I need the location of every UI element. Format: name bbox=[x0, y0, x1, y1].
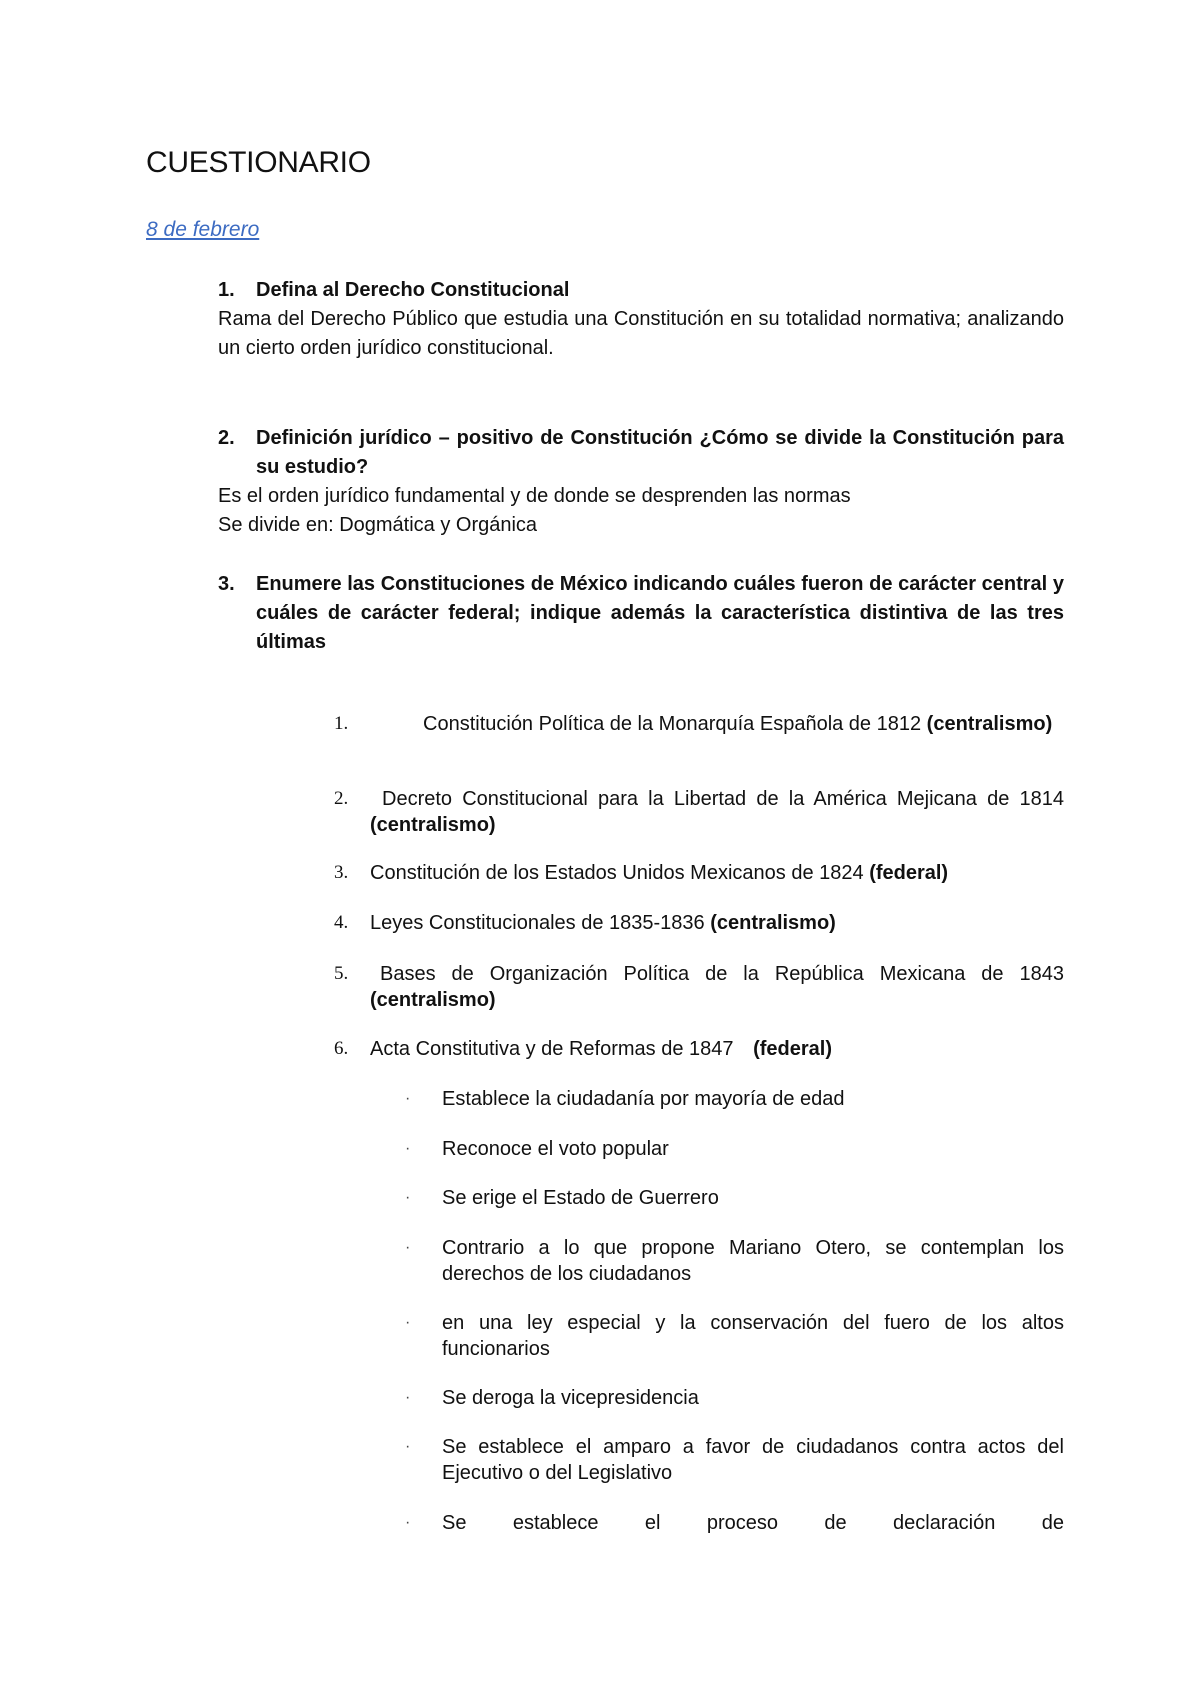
question-3-text: Enumere las Constituciones de México indicando cuáles fueron de carácter central y cuáles de carácter federal; indique además la característica distintiva de las tres últimas bbox=[256, 573, 1064, 653]
constitution-4-item bbox=[370, 910, 1064, 936]
constitution-1-text: Constitución Política de la Monarquía Española de 1812 bbox=[423, 713, 922, 735]
question-3-number: 3. bbox=[218, 573, 235, 595]
bullet-marker: · bbox=[405, 1140, 411, 1157]
constitution-4-text: Leyes Constitucionales de 1835-1836 bbox=[370, 912, 705, 934]
constitution-2-number: 2. bbox=[334, 788, 349, 809]
characteristic-3: Se erige el Estado de Guerrero bbox=[442, 1187, 719, 1209]
constitution-3-text: Constitución de los Estados Unidos Mexicanos de 1824 bbox=[370, 862, 864, 884]
constitution-1-number: 1. bbox=[334, 713, 349, 734]
question-2-answer-line-2: Se divide en: Dogmática y Orgánica bbox=[218, 514, 538, 536]
constitution-4-number: 4. bbox=[334, 912, 349, 933]
constitution-2-text: Decreto Constitucional para la Libertad de la América Mejicana de 1814 bbox=[382, 788, 1064, 810]
characteristic-2: Reconoce el voto popular bbox=[442, 1138, 669, 1160]
constitution-3-type: (federal) bbox=[869, 862, 949, 884]
constitution-2-item bbox=[370, 786, 1064, 838]
bullet-marker: · bbox=[405, 1189, 411, 1206]
question-1-text: Defina al Derecho Constitucional bbox=[256, 279, 570, 301]
document-title: CUESTIONARIO bbox=[146, 146, 371, 179]
characteristic-5: en una ley especial y la conservación del fuero de los altos funcionarios bbox=[442, 1312, 1064, 1360]
constitution-3-number: 3. bbox=[334, 862, 349, 883]
bullet-marker: · bbox=[405, 1438, 411, 1455]
constitution-6-item bbox=[370, 1036, 1064, 1062]
constitution-6-type: (federal) bbox=[753, 1038, 832, 1060]
question-1-number: 1. bbox=[218, 279, 235, 301]
question-2-answer-line-1: Es el orden jurídico fundamental y de donde se desprenden las normas bbox=[218, 485, 851, 507]
constitution-4-type: (centralismo) bbox=[710, 912, 836, 934]
question-1-answer: Rama del Derecho Público que estudia una Constitución en su totalidad normativa; analizando un cierto orden jurídico constitucional. bbox=[218, 308, 1064, 359]
constitution-2-type: (centralismo) bbox=[370, 814, 496, 836]
constitution-5-item bbox=[370, 961, 1064, 1013]
constitution-1-item bbox=[370, 711, 1064, 737]
question-2-number: 2. bbox=[218, 427, 235, 449]
constitution-6-text: Acta Constitutiva y de Reformas de 1847 bbox=[370, 1038, 734, 1060]
constitution-5-type: (centralismo) bbox=[370, 989, 496, 1011]
bullet-marker: · bbox=[405, 1239, 411, 1256]
characteristic-1: Establece la ciudadanía por mayoría de edad bbox=[442, 1088, 845, 1110]
constitution-6-number: 6. bbox=[334, 1038, 349, 1059]
constitution-1-type: (centralismo) bbox=[926, 713, 1053, 735]
bullet-marker: · bbox=[405, 1314, 411, 1331]
characteristic-7: Se establece el amparo a favor de ciudadanos contra actos del Ejecutivo o del Legislativo bbox=[442, 1436, 1064, 1484]
bullet-marker: · bbox=[405, 1389, 411, 1406]
constitution-5-text: Bases de Organización Política de la República Mexicana de 1843 bbox=[380, 963, 1064, 985]
characteristic-8: Se establece el proceso de declaración de bbox=[442, 1512, 1064, 1534]
constitution-5-number: 5. bbox=[334, 963, 349, 984]
date-link[interactable]: 8 de febrero bbox=[146, 218, 260, 241]
bullet-marker: · bbox=[405, 1090, 411, 1107]
characteristic-4: Contrario a lo que propone Mariano Otero, se contemplan los derechos de los ciudadanos bbox=[442, 1237, 1064, 1285]
question-2-text: Definición jurídico – positivo de Constitución ¿Cómo se divide la Constitución para su estudio? bbox=[256, 427, 1064, 478]
constitution-3-item bbox=[370, 860, 1064, 886]
bullet-marker: · bbox=[405, 1514, 411, 1531]
characteristic-6: Se deroga la vicepresidencia bbox=[442, 1387, 699, 1409]
